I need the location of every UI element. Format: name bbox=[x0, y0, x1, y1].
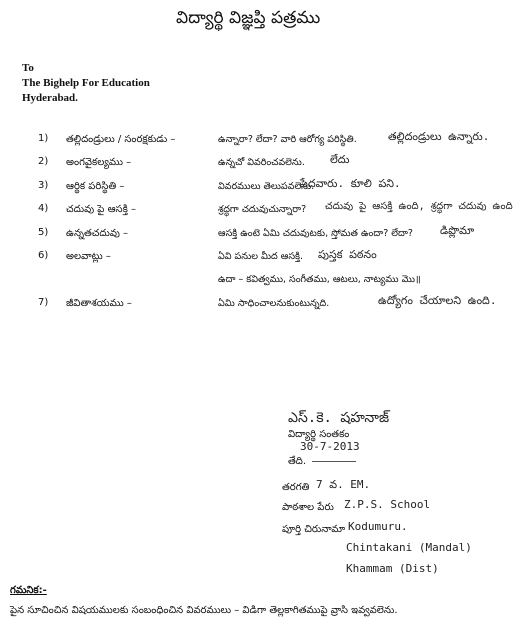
row-4-num: 4) bbox=[38, 203, 49, 214]
address-city: Hyderabad. bbox=[22, 92, 78, 104]
row-2-num: 2) bbox=[38, 156, 49, 167]
note-text: పైన సూచించిన విషయములకు సంబంధించిన వివరములు – విడిగా తెల్లకాగితముపై వ్రాసి ఇవ్వవలెను. bbox=[10, 605, 398, 616]
row-7-question: ఏమి సాధించాలనుకుంటున్నది. bbox=[218, 298, 330, 309]
row-5-label: ఉన్నతచదువు – bbox=[66, 228, 129, 239]
address-org: The Bighelp For Education bbox=[22, 77, 150, 89]
date-strike-line bbox=[312, 461, 356, 462]
row-6-label: అలవాట్లు – bbox=[66, 251, 111, 262]
row-4-label: చదువు పై ఆసక్తి – bbox=[66, 204, 136, 215]
address-line-2: Chintakani (Mandal) bbox=[346, 541, 472, 554]
form-title: విద్యార్థి విజ్ఞప్తి పత్రము bbox=[176, 8, 321, 28]
row-3-num: 3) bbox=[38, 180, 49, 191]
row-1-answer: తల్లిదండ్రులు ఉన్నారు. bbox=[388, 130, 490, 143]
note-heading: గమనిక:- bbox=[10, 585, 47, 596]
address-line-3: Khammam (Dist) bbox=[346, 562, 439, 575]
signature-date-value: 30-7-2013 bbox=[300, 440, 360, 453]
class-value: 7 వ. EM. bbox=[316, 478, 371, 491]
full-address-label: పూర్తి చిరునామా bbox=[282, 524, 346, 535]
row-6-example: ఉదా – కవిత్వము, సంగీతము, ఆటలు, నాట్యము మొ॥ bbox=[218, 274, 421, 285]
row-4-answer: చదువు పై ఆసక్తి ఉంది, శ్రద్ధగా చదువు ఉంది bbox=[325, 201, 513, 212]
row-2-label: అంగవైకల్యము – bbox=[66, 157, 132, 168]
row-6-num: 6) bbox=[38, 250, 49, 261]
row-6-answer: పుస్తక పఠనం bbox=[318, 248, 377, 261]
date-label: తేది. bbox=[288, 456, 307, 467]
row-6-question: ఏవి పనుల మీద ఆసక్తి. bbox=[218, 251, 304, 262]
row-5-answer: డిప్లొమా bbox=[440, 224, 475, 237]
school-label: పాఠశాల పేరు bbox=[282, 502, 334, 513]
row-3-label: ఆర్థిక పరిస్థితి – bbox=[66, 181, 125, 192]
row-1-label: తల్లిదండ్రులు / సంరక్షకుడు – bbox=[66, 134, 176, 145]
row-2-answer: లేదు bbox=[330, 153, 350, 166]
row-1-question: ఉన్నారా? లేదా? వారి ఆరోగ్య పరిస్థితి. bbox=[218, 134, 357, 145]
address-to: To bbox=[22, 62, 34, 74]
row-4-question: శ్రద్ధగా చదువుచున్నారా? bbox=[218, 204, 307, 215]
row-5-num: 5) bbox=[38, 227, 49, 238]
row-5-question: ఆసక్తి ఉంటె ఏమి చదువుటకు, స్తోమత ఉందా? లేదా? bbox=[218, 228, 413, 239]
row-1-num: 1) bbox=[38, 133, 49, 144]
row-2-question: ఉన్నచో వివరించవలెను. bbox=[218, 157, 305, 168]
school-value: Z.P.S. School bbox=[344, 498, 431, 511]
row-7-label: జీవితాశయము – bbox=[66, 298, 132, 309]
row-3-question: వివరములు తెలుపవలెను. bbox=[218, 181, 315, 192]
student-signature: ఎస్.కె. షహనాజ్ bbox=[288, 410, 390, 426]
row-7-num: 7) bbox=[38, 297, 49, 308]
row-3-answer: పేదవారు. కూలి పని. bbox=[300, 177, 401, 190]
class-label: తరగతి bbox=[282, 482, 310, 493]
signature-caption: విద్యార్థి సంతకం bbox=[288, 429, 350, 440]
row-7-answer: ఉద్యోగం చేయాలని ఉంది. bbox=[378, 294, 497, 307]
address-line-1: Kodumuru. bbox=[348, 520, 408, 533]
